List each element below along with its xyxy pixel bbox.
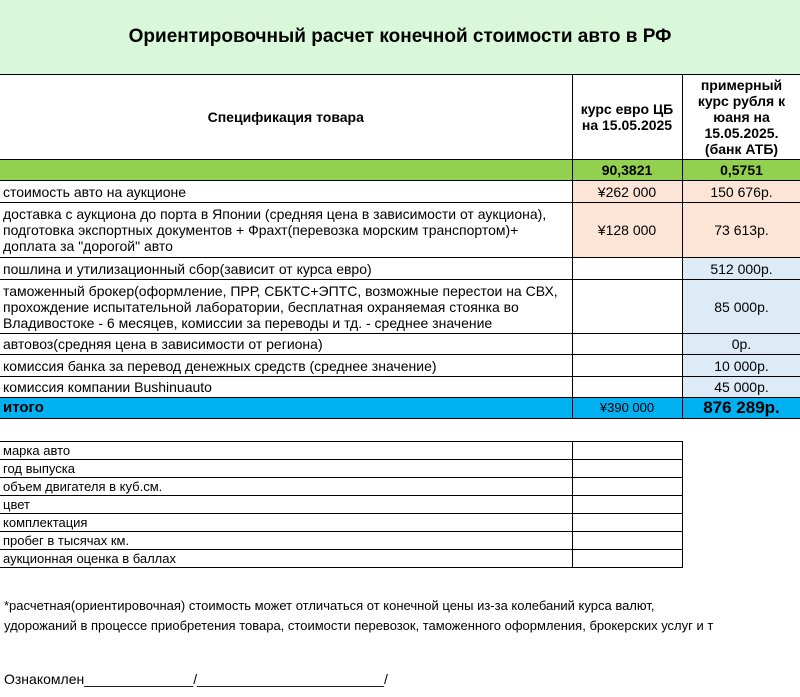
row-rub: 85 000р.	[682, 280, 800, 334]
eur-rate-header: курс евро ЦБ на 15.05.2025	[572, 75, 682, 160]
row-label: комиссия компании Bushinuauto	[0, 377, 572, 398]
spec-row	[0, 514, 682, 532]
vehicle-spec-table	[0, 441, 683, 568]
spec-row	[0, 532, 682, 550]
spec-label: пробег в тысячах км.	[0, 532, 572, 550]
eur-rate-value: 90,3821	[572, 160, 682, 181]
spec-row	[0, 442, 682, 460]
spec-value-cell[interactable]	[572, 442, 682, 460]
spec-label: комплектация	[0, 514, 572, 532]
rates-empty	[0, 160, 572, 181]
rates-row	[0, 160, 800, 181]
header-row	[0, 75, 800, 160]
row-rub: 512 000р.	[682, 258, 800, 280]
row-label: автовоз(средняя цена в зависимости от региона)	[0, 334, 572, 355]
table-row	[0, 334, 800, 355]
row-rub: 10 000р.	[682, 355, 800, 377]
total-label: итого	[0, 398, 572, 419]
spec-value-cell[interactable]	[572, 532, 682, 550]
row-label: пошлина и утилизационный сбор(зависит от курса евро)	[0, 258, 572, 280]
table-row	[0, 258, 800, 280]
spec-value-cell[interactable]	[572, 550, 682, 568]
row-label: доставка с аукциона до порта в Японии (средняя цена в зависимости от аукциона), подготовка экспортных документов + Фрахт(перевозка морским транспортом)+ доплата за "дорогой" авто	[0, 203, 572, 258]
spec-label: год выпуска	[0, 460, 572, 478]
table-row	[0, 203, 800, 258]
spec-row	[0, 550, 682, 568]
row-rub: 150 676р.	[682, 181, 800, 203]
spec-header: Спецификация товара	[0, 75, 572, 160]
row-rub: 45 000р.	[682, 377, 800, 398]
row-label: стоимость авто на аукционе	[0, 181, 572, 203]
disclaimer-line-2: удорожаний в процессе приобретения товара, стоимости перевозок, таможенного оформления, брокерских услуг и т	[4, 618, 714, 633]
row-rub: 73 613р.	[682, 203, 800, 258]
spec-value-cell[interactable]	[572, 496, 682, 514]
row-yen	[572, 334, 682, 355]
rub-rate-header: примерный курс рубля к юаня на 15.05.2025. (банк АТБ)	[682, 75, 800, 160]
rub-rate-value: 0,5751	[682, 160, 800, 181]
cost-table	[0, 74, 800, 419]
table-row	[0, 181, 800, 203]
spec-row	[0, 496, 682, 514]
total-rub: 876 289р.	[682, 398, 800, 419]
signature-line: Ознакомлен______________/________________________/	[4, 671, 388, 687]
row-rub: 0р.	[682, 334, 800, 355]
row-yen: ¥262 000	[572, 181, 682, 203]
spec-label: аукционная оценка в баллах	[0, 550, 572, 568]
spec-label: цвет	[0, 496, 572, 514]
spec-value-cell[interactable]	[572, 460, 682, 478]
table-row	[0, 377, 800, 398]
spec-label: объем двигателя в куб.см.	[0, 478, 572, 496]
table-row	[0, 355, 800, 377]
total-row	[0, 398, 800, 419]
table-row	[0, 280, 800, 334]
row-yen	[572, 258, 682, 280]
total-yen: ¥390 000	[572, 398, 682, 419]
row-yen	[572, 280, 682, 334]
spec-row	[0, 478, 682, 496]
row-label: комиссия банка за перевод денежных средств (среднее значение)	[0, 355, 572, 377]
page-title: Ориентировочный расчет конечной стоимости авто в РФ	[0, 0, 800, 75]
disclaimer-line-1: *расчетная(ориентировочная) стоимость может отличаться от конечной цены из-за колебаний курса валют,	[4, 598, 655, 613]
row-yen	[572, 377, 682, 398]
row-yen: ¥128 000	[572, 203, 682, 258]
spec-value-cell[interactable]	[572, 478, 682, 496]
spec-row	[0, 460, 682, 478]
row-yen	[572, 355, 682, 377]
disclaimer-note	[4, 596, 800, 636]
spec-value-cell[interactable]	[572, 514, 682, 532]
spec-label: марка авто	[0, 442, 572, 460]
row-label: таможенный брокер(оформление, ПРР, СБКТС+ЭПТС, возможные перестои на СВХ, прохождение испытательной лаборатории, бесплатная охраняемая стоянка во Владивостоке - 6 месяцев, комиссии за переводы и тд. - среднее значение	[0, 280, 572, 334]
